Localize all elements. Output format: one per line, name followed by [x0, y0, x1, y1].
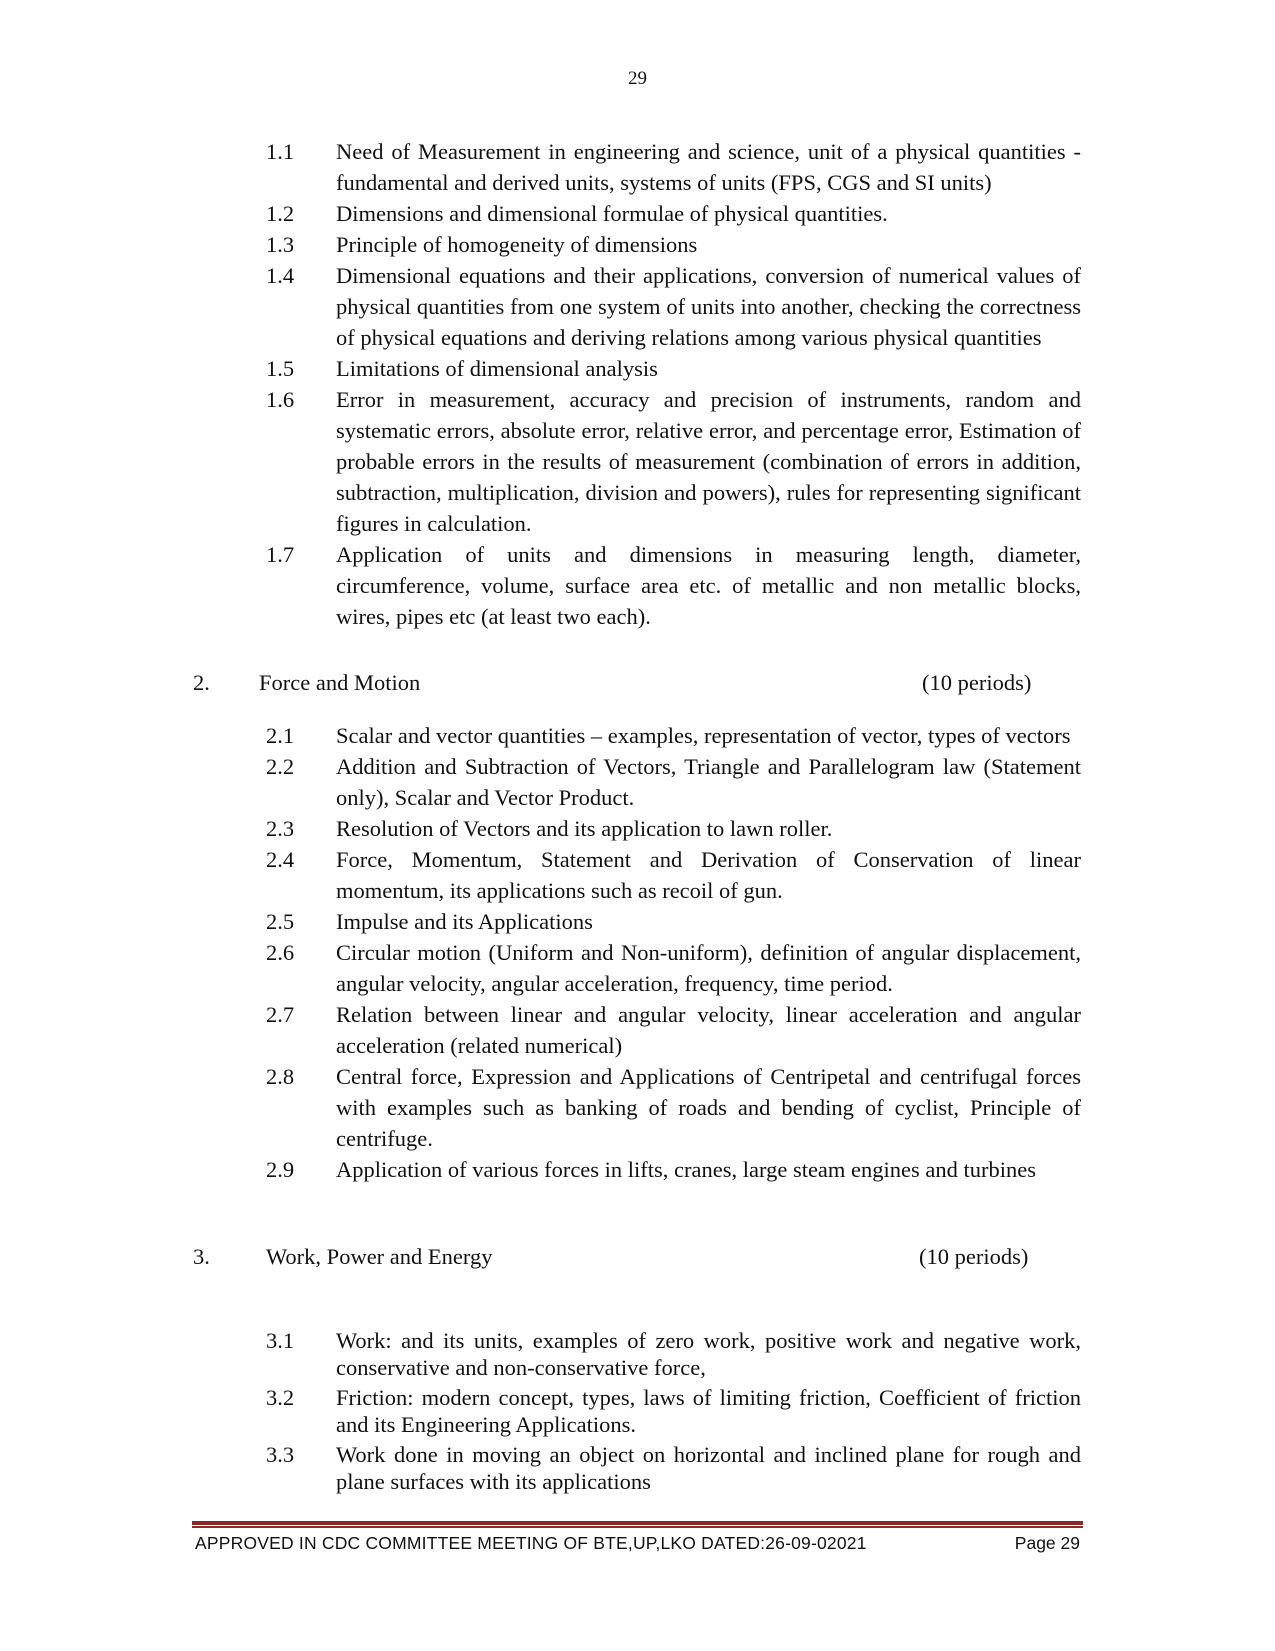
section-2-list: [266, 720, 1081, 1185]
item-number: 1.3: [266, 232, 295, 257]
item-text: Impulse and its Applications: [336, 909, 593, 934]
section-title: Work, Power and Energy: [266, 1244, 493, 1269]
footer-page-number: Page 29: [1014, 1533, 1080, 1553]
item-text: Central force, Expression and Applications of Centripetal and centrifugal forces with examples such as banking of roads and bending of cyclist, Principle of centrifuge.: [336, 1064, 1081, 1151]
section-3-list: [266, 1327, 1081, 1498]
item-text: Limitations of dimensional analysis: [336, 356, 658, 381]
item-text: Dimensions and dimensional formulae of physical quantities.: [336, 201, 888, 226]
item-number: 1.6: [266, 387, 295, 412]
list-item: [266, 751, 1081, 813]
item-number: 3.2: [266, 1385, 295, 1410]
item-number: 2.8: [266, 1064, 295, 1089]
footer-rule-thin: [192, 1526, 1083, 1528]
item-number: 3.3: [266, 1442, 295, 1467]
item-number: 2.3: [266, 816, 295, 841]
item-number: 2.5: [266, 909, 295, 934]
item-number: 2.2: [266, 754, 295, 779]
item-text: Work done in moving an object on horizontal and inclined plane for rough and plane surfaces with its applications: [336, 1442, 1081, 1494]
section-periods: (10 periods): [922, 670, 1032, 695]
list-item: [266, 937, 1081, 999]
list-item: [266, 720, 1081, 751]
list-item: [266, 906, 1081, 937]
list-item: [266, 844, 1081, 906]
item-text: Resolution of Vectors and its application to lawn roller.: [336, 816, 833, 841]
footer-divider: [192, 1521, 1083, 1529]
list-item: [266, 260, 1081, 353]
item-text: Work: and its units, examples of zero work, positive work and negative work, conservative and non-conservative force,: [336, 1328, 1081, 1380]
section-title: Force and Motion: [259, 670, 421, 695]
item-text: Relation between linear and angular velocity, linear acceleration and angular acceleration (related numerical): [336, 1002, 1081, 1058]
item-number: 2.4: [266, 847, 295, 872]
list-item: [266, 1441, 1081, 1495]
list-item: [266, 198, 1081, 229]
footer-approval-text: APPROVED IN CDC COMMITTEE MEETING OF BTE,UP,LKO DATED:26-09-02021: [195, 1533, 867, 1553]
item-text: Error in measurement, accuracy and precision of instruments, random and systematic errors, absolute error, relative error, and percentage error, Estimation of probable errors in the results of measurement (combination of errors in addition, subtraction, multiplication, division and powers), rules for representing significant figures in calculation.: [336, 387, 1081, 536]
item-text: Principle of homogeneity of dimensions: [336, 232, 698, 257]
item-number: 2.9: [266, 1157, 295, 1182]
item-text: Application of units and dimensions in measuring length, diameter, circumference, volume, surface area etc. of metallic and non metallic blocks, wires, pipes etc (at least two each).: [336, 542, 1081, 629]
item-text: Force, Momentum, Statement and Derivation of Conservation of linear momentum, its applications such as recoil of gun.: [336, 847, 1081, 903]
item-number: 1.2: [266, 201, 295, 226]
list-item: [266, 353, 1081, 384]
item-number: 2.7: [266, 1002, 295, 1027]
item-number: 1.7: [266, 542, 295, 567]
list-item: [266, 1327, 1081, 1381]
item-number: 1.4: [266, 263, 295, 288]
item-number: 3.1: [266, 1328, 295, 1353]
item-text: Scalar and vector quantities – examples, representation of vector, types of vectors: [336, 723, 1071, 748]
item-text: Addition and Subtraction of Vectors, Triangle and Parallelogram law (Statement only), Scalar and Vector Product.: [336, 754, 1081, 810]
item-text: Need of Measurement in engineering and science, unit of a physical quantities - fundamental and derived units, systems of units (FPS, CGS and SI units): [336, 139, 1081, 195]
item-text: Dimensional equations and their applications, conversion of numerical values of physical quantities from one system of units into another, checking the correctness of physical equations and deriving relations among various physical quantities: [336, 263, 1081, 350]
section-number: 2.: [193, 670, 210, 695]
item-text: Application of various forces in lifts, cranes, large steam engines and turbines: [336, 1157, 1037, 1182]
item-text: Friction: modern concept, types, laws of limiting friction, Coefficient of friction and its Engineering Applications.: [336, 1385, 1081, 1437]
item-number: 2.1: [266, 723, 295, 748]
item-text: Circular motion (Uniform and Non-uniform), definition of angular displacement, angular velocity, angular acceleration, frequency, time period.: [336, 940, 1081, 996]
list-item: [266, 1061, 1081, 1154]
section-periods: (10 periods): [919, 1244, 1029, 1269]
section-number: 3.: [193, 1244, 210, 1269]
list-item: [266, 136, 1081, 198]
list-item: [266, 539, 1081, 632]
list-item: [266, 1384, 1081, 1438]
item-number: 1.1: [266, 139, 295, 164]
list-item: [266, 1154, 1081, 1185]
page-number-top: 29: [628, 68, 647, 89]
list-item: [266, 384, 1081, 539]
list-item: [266, 999, 1081, 1061]
item-number: 2.6: [266, 940, 295, 965]
footer-rule-thick: [192, 1521, 1083, 1525]
list-item: [266, 229, 1081, 260]
list-item: [266, 813, 1081, 844]
item-number: 1.5: [266, 356, 295, 381]
section-1-list: [266, 136, 1081, 632]
